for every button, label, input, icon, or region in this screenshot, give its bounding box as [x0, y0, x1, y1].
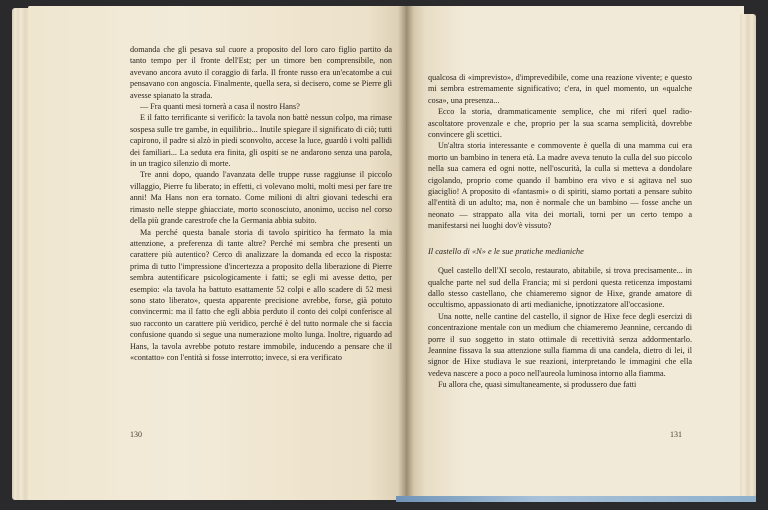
- paragraph: domanda che gli pesava sul cuore a proposito del loro caro figlio partito da tanto tempo per il fronte dell'Est; per un timore ben comprensibile, non avevano ancora avuto il coraggio di farla. Il fronte russo era un'ecatombe a cui pensavano con angoscia. Finalmente, quella sera, si decisero, come se Pierre gli avesse spianato la strada.: [130, 45, 392, 100]
- paragraph: Fu allora che, quasi simultaneamente, si produssero due fatti: [438, 380, 637, 390]
- paragraph: Un'altra storia interessante e commovente è quella di una mamma cui era morto un bambino in tenera età. La madre aveva tenuto la culla del suo piccolo nella sua camera ed ogni notte, nell'oscurità, la culla si metteva a dondolare cigolando, proprio come quando il bambino era vivo e si agitava nel suo giaciglio! A proposito di «fantasmi» o di spiriti, siamo portati a pensare subito all'entità di un adulto; ma, non è normale che un bambino — fosse anche un neonato — strappato alla vita dei mortali, torni per un certo tempo a manifestarsi nei luoghi dov'è vissuto?: [428, 141, 692, 231]
- paragraph: Ecco la storia, drammaticamente semplice, che mi riferì quel radio-ascoltatore provenzale e che, proprio per la sua scarna semplicità, dovrebbe convincere gli scettici.: [428, 107, 692, 140]
- book-gutter: [398, 6, 414, 500]
- paragraph: E il fatto terrificante si verificò: la tavola non battè nessun colpo, ma rimase sospesa sulle tre gambe, in equilibrio... Inutile spiegare il significato di ciò; tutti capirono, il padre si alzò in piedi sconvolto, accese la luce, guardò i volti pallidi dei familiari... La seduta era finita, gli ospiti se ne andarono senza una parola, in un tragico silenzio di morte.: [130, 113, 392, 169]
- right-page-text: [428, 72, 692, 391]
- right-page: [406, 6, 744, 500]
- left-page: [28, 6, 406, 500]
- paragraph: Tre anni dopo, quando l'avanzata delle truppe russe raggiunse il piccolo villaggio, Pierre fu liberato; in effetti, ci volevano molti, molti mesi per fare tre anni! Ma Hans non era tornato. Come milioni di altri giovani tedeschi era rimasto nelle steppe ghiacciate, morto sconosciuto, anonimo, ucciso nel corso della più grande carestrofe che la Germania abbia subito.: [130, 170, 392, 226]
- open-book: [12, 6, 756, 504]
- page-number: 131: [670, 430, 682, 439]
- paragraph: Quel castello dell'XI secolo, restaurato, abitabile, si trova precisamente... in qualche parte nel sud della Francia; mi si perdoni questa reticenza impostami dallo stesso castellano, che chiameremo signor de Hixe, grande amatore di occultismo, appassionato di arti medianiche, ipnotizzatore all'occasione.: [428, 266, 692, 310]
- page-number: 130: [130, 430, 142, 439]
- right-page-edges: [740, 14, 756, 498]
- section-heading: Il castello di «N» e le sue pratiche medianiche: [428, 246, 584, 256]
- paragraph: qualcosa di «imprevisto», d'imprevedibile, come una reazione vivente; e questo mi sembra estremamente significativo; c'era, in quel momento, un «qualche cosa», una presenza...: [428, 73, 692, 105]
- paragraph: — Fra quanti mesi tornerà a casa il nostro Hans?: [140, 102, 300, 112]
- book-cover-edge: [396, 496, 756, 502]
- paragraph: Ma perché questa banale storia di tavolo spiritico ha fermato la mia attenzione, a preferenza di tante altre? Perché mi sembra che presenti un carattere più autentico? Cerco di analizzare la domanda ed ecco la risposta: prima di tutto l'impressione d'incertezza a proposito della liberazione di Pierre sembra autentificare psicologicamente i fatti; se egli mi avesse detto, per esempio: «la tavola ha battuto esattamente 52 colpi e allo scadere di 52 mesi sono stato liberato», questa apparente precisione avrebbe, forse, già potuto convincermi: ma il fatto che egli abbia perduto il conto dei colpi conferisce al suo racconto un carattere più veridico, perché è del tutto normale che si faccia confusione quando si segue una numerazione molto lunga. Inoltre, riguardo ad Hans, la tavola avrebbe potuto restare immobile, inducendo a pensare che il «contatto» con l'entità si fosse interrotto; invece, si era verificato: [130, 227, 392, 362]
- paragraph: Una notte, nelle cantine del castello, il signor de Hixe fece degli esercizi di concentrazione mentale con un medium che chiameremo Jeannine, cercando di porre il suo soggetto in stato ottimale di recettività senza addormentarlo. Jeannine fissava la sua attenzione sulla fiamma di una candela, dietro di lei, il signor de Hixe studiava le sue reazioni, interpretando le immagini che ella vedeva nascere a poco a poco nell'aureola luminosa intorno alla fiamma.: [428, 311, 692, 378]
- left-page-text: [130, 44, 392, 363]
